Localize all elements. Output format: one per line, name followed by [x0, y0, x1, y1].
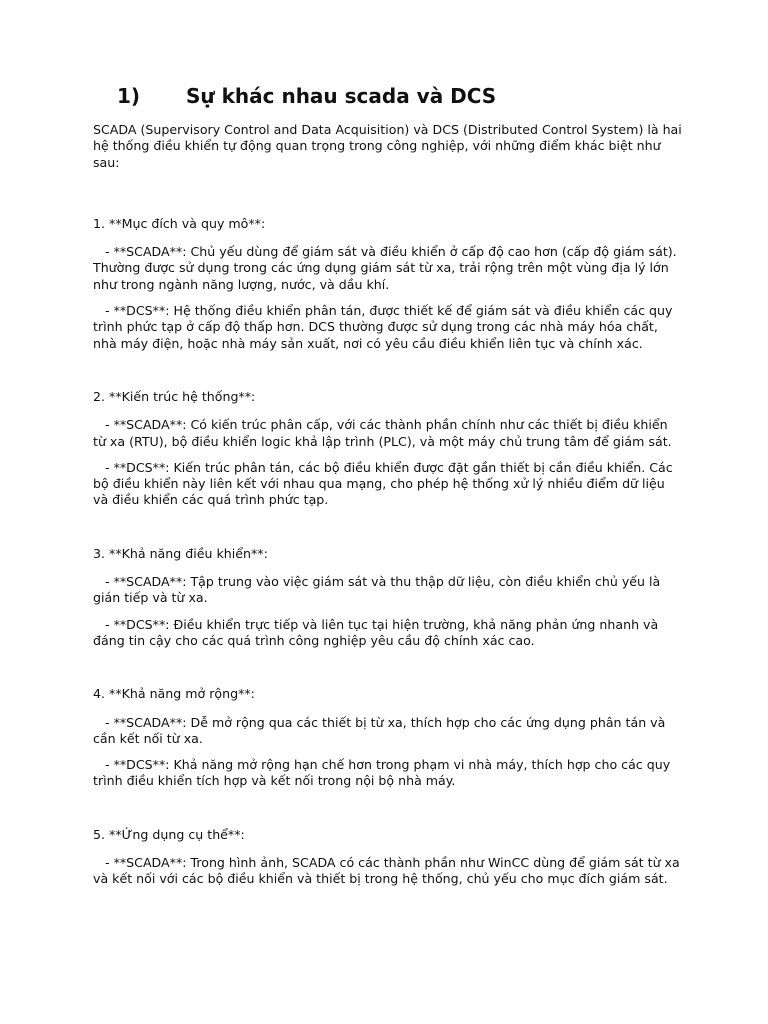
dcs-point: - **DCS**: Kiến trúc phân tán, các bộ điều khiển được đặt gần thiết bị cần điều khiển. Các bộ điều khiển này liên kết với nhau qua mạng, cho phép hệ thống xử lý nhiều điểm dữ liệu và điều khiển các quá trình phức tạp.: [93, 459, 677, 508]
section-title: 5. **Ứng dụng cụ thể**:: [93, 826, 245, 842]
section-specific-application: [93, 827, 683, 888]
section-title: 3. **Khả năng điều khiển**:: [93, 545, 268, 561]
dcs-point: - **DCS**: Điều khiển trực tiếp và liên tục tại hiện trường, khả năng phản ứng nhanh và đáng tin cậy cho các quá trình công nghiệp yêu cầu độ chính xác cao.: [93, 616, 663, 648]
scada-point: - **SCADA**: Tập trung vào việc giám sát và thu thập dữ liệu, còn điều khiển chủ yếu là gián tiếp và từ xa.: [93, 574, 665, 606]
scada-point: - **SCADA**: Có kiến trúc phân cấp, với các thành phần chính như các thiết bị điều khiển từ xa (RTU), bộ điều khiển logic khả lập trình (PLC), và một máy chủ trung tâm để giám sát.: [93, 417, 672, 449]
section-title: 1. **Mục đích và quy mô**:: [93, 215, 266, 231]
section-control-capability: [93, 546, 683, 649]
heading-title: Sự khác nhau scada và DCS: [186, 84, 497, 108]
section-heading: [117, 84, 683, 108]
dcs-point: - **DCS**: Khả năng mở rộng hạn chế hơn trong phạm vi nhà máy, thích hợp cho các quy trình điều khiển tích hợp và kết nối trong nội bộ nhà máy.: [93, 757, 675, 789]
scada-point: - **SCADA**: Dễ mở rộng qua các thiết bị từ xa, thích hợp cho các ứng dụng phân tán và cần kết nối từ xa.: [93, 714, 670, 746]
heading-number: 1): [117, 84, 141, 108]
section-architecture: [93, 389, 683, 509]
dcs-point: - **DCS**: Hệ thống điều khiển phân tán, được thiết kế để giám sát và điều khiển các quy trình phức tạp ở cấp độ thấp hơn. DCS thường được sử dụng trong các nhà máy hóa chất, nhà máy điện, hoặc nhà máy sản xuất, nơi có yêu cầu điều khiển liên tục và chính xác.: [93, 303, 677, 351]
section-title: 2. **Kiến trúc hệ thống**:: [93, 388, 256, 404]
document-page: [93, 84, 683, 898]
scada-point: - **SCADA**: Trong hình ảnh, SCADA có các thành phần như WinCC dùng để giám sát từ xa và kết nối với các bộ điều khiển và thiết bị trong hệ thống, chủ yếu cho mục đích giám sát.: [93, 855, 684, 887]
section-purpose-scale: [93, 216, 683, 352]
section-title: 4. **Khả năng mở rộng**:: [93, 686, 255, 702]
scada-point: - **SCADA**: Chủ yếu dùng để giám sát và điều khiển ở cấp độ cao hơn (cấp độ giám sát). Thường được sử dụng trong các ứng dụng giám sát từ xa, trải rộng trên một vùng địa lý lớn như trong ngành năng lượng, nước, và dầu khí.: [93, 244, 681, 292]
intro-paragraph: SCADA (Supervisory Control and Data Acquisition) và DCS (Distributed Control System) là hai hệ thống điều khiển tự động quan trọng trong công nghiệp, với những điểm khác biệt như sau:: [93, 122, 682, 170]
section-scalability: [93, 686, 683, 789]
